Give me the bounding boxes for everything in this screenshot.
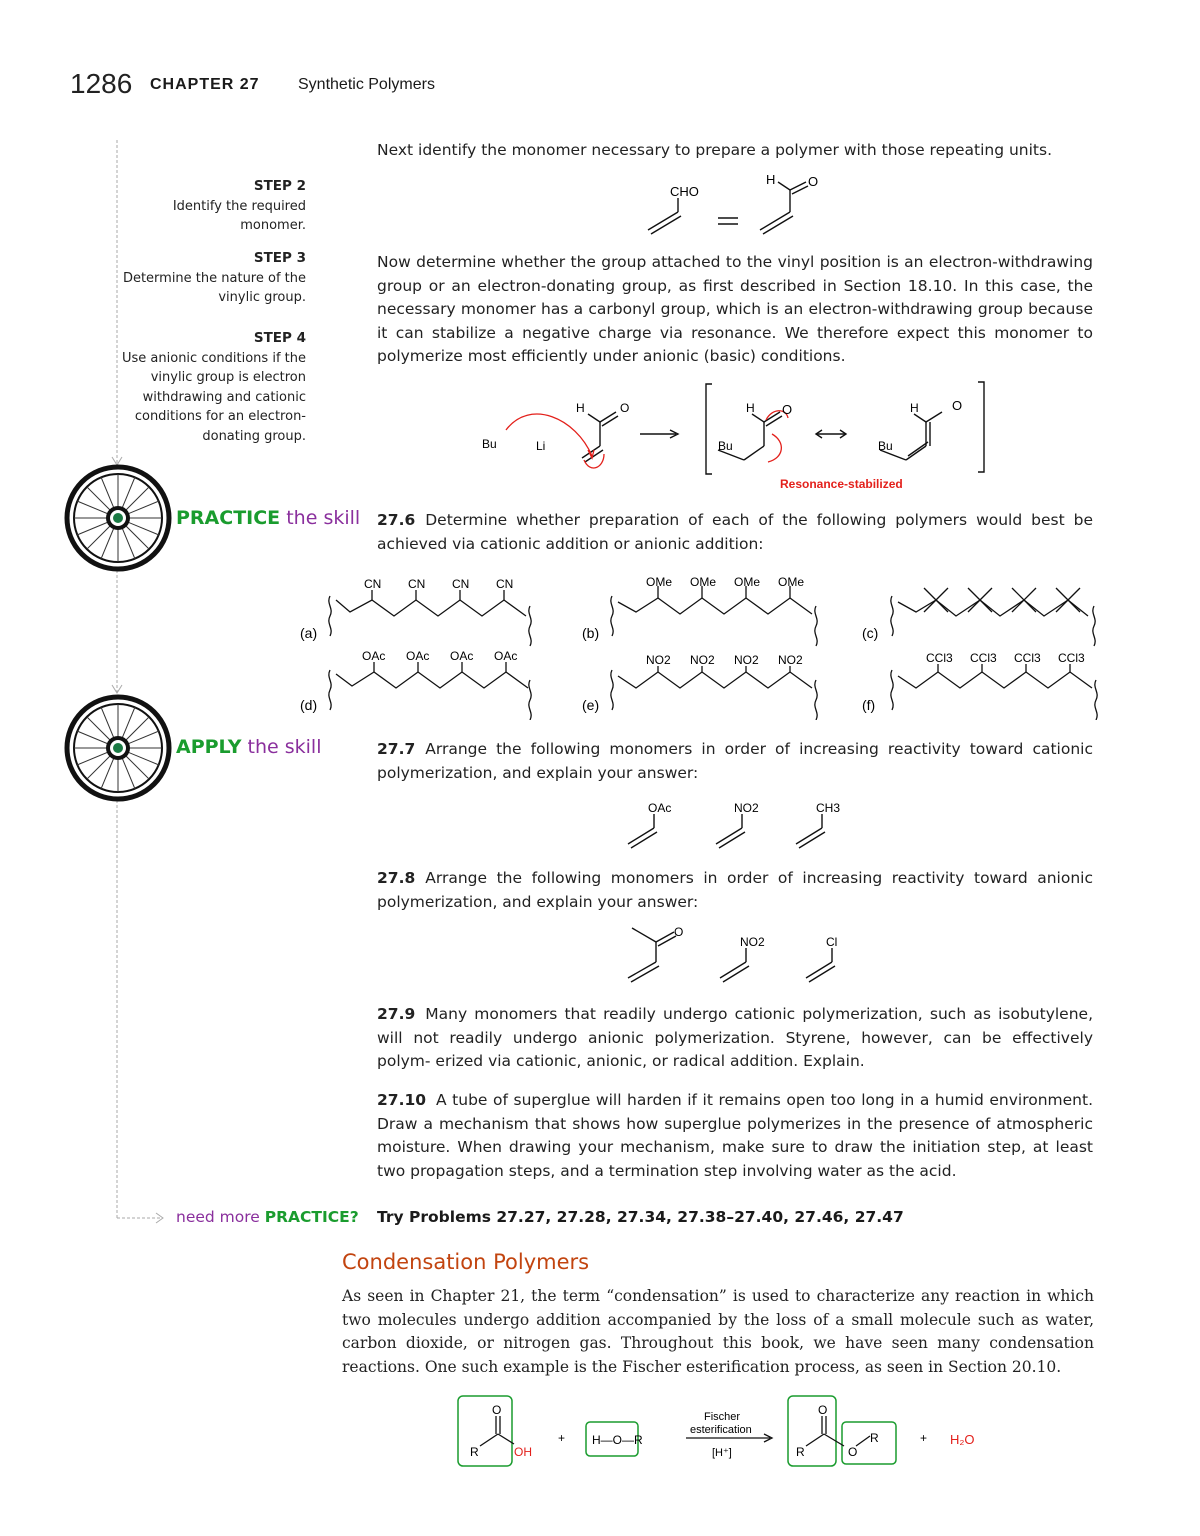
substituent: OAc bbox=[494, 649, 518, 663]
arrow-label-esterification: esterification bbox=[690, 1424, 752, 1436]
step-3 bbox=[116, 249, 306, 308]
chapter-label: CHAPTER 27 bbox=[150, 76, 260, 93]
problem-text: Determine whether preparation of each of the following polymers would best be achieved via cationic addition or anionic addition: bbox=[377, 511, 1093, 553]
problem-number: 27.8 bbox=[377, 869, 416, 887]
substituent: CCl3 bbox=[1014, 651, 1041, 665]
step-2 bbox=[116, 177, 306, 236]
skill-wheel-icon bbox=[64, 464, 172, 572]
step-4-title: STEP 4 bbox=[253, 330, 306, 346]
substituent: NO2 bbox=[690, 653, 715, 667]
r-label: R bbox=[470, 1445, 479, 1459]
plus-sign: + bbox=[920, 1431, 928, 1445]
monomer-no2: NO2 bbox=[734, 801, 759, 815]
polymer-e-label: (e) bbox=[582, 697, 600, 713]
section-paragraph: As seen in Chapter 21, the term “condensation” is used to characterize any reaction in which two molecules undergo addition accompanied by the loss of a small molecule such as water, carbon dioxide, or nitrogen gas. Throughout this book, we have seen many condensation reactions. One such example is the Fischer esterification process, as seen in Section 20.10. bbox=[342, 1287, 1094, 1376]
bu-label: Bu bbox=[878, 439, 893, 453]
problem-27-8 bbox=[377, 867, 1093, 914]
arrow-label-fischer: Fischer bbox=[704, 1411, 741, 1423]
monomers-27-8 bbox=[620, 922, 860, 988]
bu-label: Bu bbox=[718, 439, 733, 453]
apply-the-skill-heading bbox=[176, 736, 321, 758]
o-label: O bbox=[848, 1445, 858, 1459]
bu-label: Bu bbox=[482, 437, 497, 451]
substituent: OAc bbox=[406, 649, 430, 663]
substituent: NO2 bbox=[646, 653, 671, 667]
monomers-27-7 bbox=[620, 796, 860, 852]
substituent: OMe bbox=[646, 575, 673, 589]
r-label: R bbox=[870, 1431, 879, 1445]
o-label: O bbox=[620, 401, 630, 415]
step-4 bbox=[116, 329, 306, 446]
o-label: O bbox=[818, 1403, 828, 1417]
substituent: OAc bbox=[362, 649, 386, 663]
monomer-ch3: CH3 bbox=[816, 801, 841, 815]
step-4-text: Use anionic conditions if the vinylic group is electron withdrawing and cationic conditions for an electron-donating group. bbox=[122, 350, 306, 444]
substituent: CN bbox=[364, 577, 382, 591]
h-label: H bbox=[766, 172, 776, 187]
substituent: OMe bbox=[690, 575, 717, 589]
monomer-cl: Cl bbox=[826, 935, 838, 949]
problem-number: 27.6 bbox=[377, 511, 416, 529]
r-label: R bbox=[796, 1445, 805, 1459]
substituent: CCl3 bbox=[970, 651, 997, 665]
substituent: CN bbox=[408, 577, 426, 591]
problem-text: Many monomers that readily undergo cationic polymerization, such as isobutylene, will not readily undergo anionic polymerization. Styrene, however, can be effectively polym- erized via cationic, anionic, or radical addition. Explain. bbox=[377, 1005, 1093, 1070]
substituent: OMe bbox=[734, 575, 761, 589]
h-label: H bbox=[910, 401, 919, 415]
para-monomer: Next identify the monomer necessary to prepare a polymer with those repeating units. bbox=[377, 141, 1053, 159]
substituent: OAc bbox=[450, 649, 474, 663]
step-3-text: Determine the nature of the vinylic group. bbox=[122, 270, 306, 305]
need-more-word: PRACTICE? bbox=[264, 1208, 359, 1226]
plus-sign: + bbox=[558, 1431, 566, 1445]
alcohol-label: H—O—R bbox=[592, 1433, 643, 1447]
skill-wheel-icon bbox=[64, 694, 172, 802]
monomer-equivalence-structure bbox=[620, 168, 850, 240]
try-problems[interactable]: Try Problems 27.27, 27.28, 27.34, 27.38–27.40, 27.46, 27.47 bbox=[377, 1208, 904, 1226]
apply-rest: the skill bbox=[247, 736, 322, 758]
step-2-text: Identify the required monomer. bbox=[172, 198, 306, 233]
need-more-prefix: need more bbox=[176, 1208, 260, 1226]
page-number: 1286 bbox=[70, 68, 133, 99]
chapter-title: Synthetic Polymers bbox=[298, 76, 435, 93]
section-title: Condensation Polymers bbox=[342, 1250, 590, 1274]
problem-27-6 bbox=[377, 509, 1093, 556]
substituent: CN bbox=[452, 577, 470, 591]
anionic-initiation-scheme bbox=[480, 378, 1000, 496]
polymer-c-label: (c) bbox=[862, 625, 879, 641]
problem-number: 27.9 bbox=[377, 1005, 416, 1023]
o-label: O bbox=[492, 1403, 502, 1417]
practice-rest: the skill bbox=[286, 507, 361, 529]
resonance-stabilized-label: Resonance-stabilized bbox=[780, 477, 903, 491]
problem-27-10 bbox=[377, 1089, 1093, 1183]
o-label: O bbox=[952, 398, 963, 413]
polymer-a-label: (a) bbox=[300, 625, 318, 641]
substituent: CN bbox=[496, 577, 514, 591]
h-label: H bbox=[576, 401, 585, 415]
need-more-practice bbox=[176, 1208, 359, 1226]
substituent: CCl3 bbox=[1058, 651, 1085, 665]
problem-text: A tube of superglue will harden if it remains open too long in a humid environment. Draw a mechanism that shows how superglue polymerizes in the presence of atmospheric moisture. When drawing your mechanism, make sure to draw the initiation step, at least two propagation steps, and a termination step involving water as the acid. bbox=[377, 1091, 1093, 1180]
polymer-f-label: (f) bbox=[862, 697, 876, 713]
substituent: CCl3 bbox=[926, 651, 953, 665]
water-label: H₂O bbox=[950, 1432, 975, 1447]
monomer-ketone-o: O bbox=[674, 925, 684, 939]
polymer-d-label: (d) bbox=[300, 697, 318, 713]
substituent: OMe bbox=[778, 575, 805, 589]
problem-text: Arrange the following monomers in order of increasing reactivity toward anionic polymerization, and explain your answer: bbox=[377, 869, 1093, 911]
monomer-no2: NO2 bbox=[740, 935, 765, 949]
o-label: O bbox=[782, 402, 793, 417]
problem-number: 27.10 bbox=[377, 1091, 427, 1109]
substituent: NO2 bbox=[778, 653, 803, 667]
problem-text: Arrange the following monomers in order of increasing reactivity toward cationic polymerization, and explain your answer: bbox=[377, 740, 1093, 782]
problem-27-7 bbox=[377, 738, 1093, 785]
arrow-label-acid: [H⁺] bbox=[712, 1447, 732, 1459]
apply-word: APPLY bbox=[176, 736, 242, 758]
cho-label: CHO bbox=[670, 184, 699, 199]
li-label: Li bbox=[536, 439, 546, 453]
practice-word: PRACTICE bbox=[176, 507, 281, 529]
h-label: H bbox=[746, 401, 755, 415]
practice-the-skill-heading bbox=[176, 507, 360, 529]
step-2-title: STEP 2 bbox=[253, 178, 306, 194]
monomer-oac: OAc bbox=[648, 801, 672, 815]
fischer-esterification-scheme bbox=[450, 1392, 990, 1472]
problem-number: 27.7 bbox=[377, 740, 416, 758]
polymer-structures bbox=[296, 570, 1106, 720]
substituent: NO2 bbox=[734, 653, 759, 667]
oh-label: OH bbox=[514, 1445, 532, 1459]
polymer-b-label: (b) bbox=[582, 625, 600, 641]
para-group: Now determine whether the group attached to the vinyl position is an electron-withdrawing group or an electron-donating group, as first described in Section 18.10. In this case, the necessary monomer has a carbonyl group, which is an electron-withdrawing group because it can stabilize a negative charge via resonance. We therefore expect this monomer to polymerize most efficiently under anionic (basic) conditions. bbox=[377, 253, 1093, 365]
problem-27-9 bbox=[377, 1003, 1093, 1074]
o-label: O bbox=[808, 174, 819, 189]
step-3-title: STEP 3 bbox=[253, 250, 306, 266]
